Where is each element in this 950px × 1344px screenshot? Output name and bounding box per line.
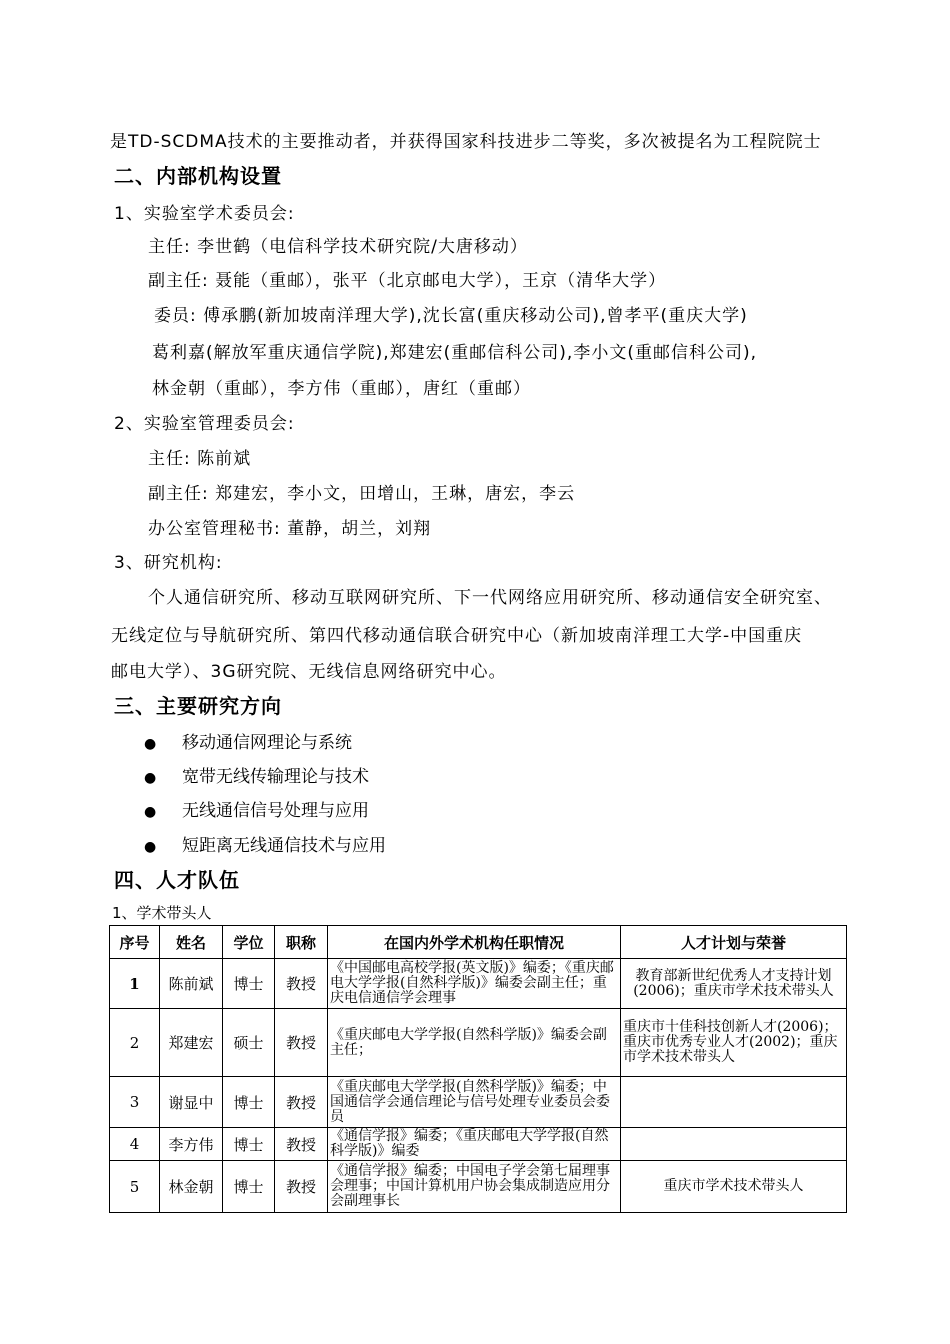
bullet-icon: ● — [144, 736, 157, 752]
intro-line: 是TD-SCDMA技术的主要推动者，并获得国家科技进步二等奖，多次被提名为工程院院士 — [110, 132, 822, 152]
institutes-line-1: 个人通信研究所、移动互联网研究所、下一代网络应用研究所、移动通信安全研究室、 — [148, 588, 832, 608]
cell-index: 2 — [110, 1009, 160, 1077]
col-header-honors: 人才计划与荣誉 — [621, 926, 847, 959]
bullet-icon: ● — [144, 839, 157, 855]
col-header-index: 序号 — [110, 926, 160, 959]
academic-chair: 主任: 李世鹤（电信科学技术研究院/大唐移动） — [148, 237, 528, 257]
table-row — [110, 959, 847, 1009]
cell-honors: 重庆市十佳科技创新人才(2006)；重庆市优秀专业人才(2002)；重庆市学术技术带头人 — [621, 1009, 847, 1077]
direction-item — [144, 796, 369, 821]
cell-name: 谢显中 — [160, 1077, 223, 1128]
cell-honors — [621, 1128, 847, 1161]
academic-members-3: 林金朝（重邮），李方伟（重邮），唐红（重邮） — [152, 379, 531, 399]
institutes-line-2: 无线定位与导航研究所、第四代移动通信联合研究中心（新加坡南洋理工大学-中国重庆 — [111, 626, 803, 646]
cell-name: 郑建宏 — [160, 1009, 223, 1077]
cell-degree: 博士 — [223, 1161, 275, 1213]
direction-item — [144, 762, 369, 787]
cell-title: 教授 — [275, 1077, 328, 1128]
cell-title: 教授 — [275, 959, 328, 1009]
table-row — [110, 1077, 847, 1128]
academic-leaders-label: 1、学术带头人 — [112, 904, 212, 922]
cell-degree: 博士 — [223, 959, 275, 1009]
academic-members-2: 葛利嘉(解放军重庆通信学院),郑建宏(重邮信科公司),李小文(重邮信科公司), — [152, 343, 758, 363]
management-committee-label: 2、实验室管理委员会: — [114, 414, 295, 434]
section2-heading: 二、内部机构设置 — [114, 164, 282, 188]
institutes-line-3: 邮电大学）、3G研究院、无线信息网络研究中心。 — [111, 662, 507, 682]
management-vice-chairs: 副主任: 郑建宏，李小文，田增山，王琳，唐宏，李云 — [148, 484, 576, 504]
section3-heading: 三、主要研究方向 — [114, 694, 282, 718]
direction-item — [144, 728, 352, 753]
cell-title: 教授 — [275, 1009, 328, 1077]
cell-positions: 《通信学报》编委；《重庆邮电大学学报(自然科学版)》编委 — [328, 1128, 621, 1161]
academic-committee-label: 1、实验室学术委员会: — [114, 204, 295, 224]
direction-text: 短距离无线通信技术与应用 — [182, 836, 386, 856]
table-row — [110, 1128, 847, 1161]
direction-text: 移动通信网理论与系统 — [182, 733, 352, 753]
cell-name: 李方伟 — [160, 1128, 223, 1161]
table-header-row — [110, 926, 847, 959]
table-row — [110, 1161, 847, 1213]
management-chair: 主任: 陈前斌 — [148, 449, 252, 469]
table-row — [110, 1009, 847, 1077]
cell-name: 林金朝 — [160, 1161, 223, 1213]
col-header-title: 职称 — [275, 926, 328, 959]
management-secretary: 办公室管理秘书: 董静，胡兰，刘翔 — [148, 519, 432, 539]
cell-index: 5 — [110, 1161, 160, 1213]
cell-positions: 《中国邮电高校学报(英文版)》编委；《重庆邮电大学学报(自然科学版)》编委会副主任；重庆电信通信学会理事 — [328, 959, 621, 1009]
cell-honors: 教育部新世纪优秀人才支持计划(2006)；重庆市学术技术带头人 — [621, 959, 847, 1009]
cell-degree: 博士 — [223, 1128, 275, 1161]
direction-text: 无线通信信号处理与应用 — [182, 801, 369, 821]
bullet-icon: ● — [144, 770, 157, 786]
col-header-positions: 在国内外学术机构任职情况 — [328, 926, 621, 959]
research-institutes-label: 3、研究机构: — [114, 553, 223, 573]
cell-positions: 《重庆邮电大学学报(自然科学版)》编委会副主任； — [328, 1009, 621, 1077]
cell-honors — [621, 1077, 847, 1128]
cell-positions: 《重庆邮电大学学报(自然科学版)》编委；中国通信学会通信理论与信号处理专业委员会委员 — [328, 1077, 621, 1128]
cell-index: 1 — [110, 959, 160, 1009]
section4-heading: 四、人才队伍 — [114, 868, 240, 892]
col-header-degree: 学位 — [223, 926, 275, 959]
cell-degree: 硕士 — [223, 1009, 275, 1077]
cell-index: 4 — [110, 1128, 160, 1161]
cell-positions: 《通信学报》编委；中国电子学会第七届理事会理事；中国计算机用户协会集成制造应用分会副理事长 — [328, 1161, 621, 1213]
direction-item — [144, 831, 386, 856]
direction-text: 宽带无线传输理论与技术 — [182, 767, 369, 787]
cell-title: 教授 — [275, 1161, 328, 1213]
cell-name: 陈前斌 — [160, 959, 223, 1009]
col-header-name: 姓名 — [160, 926, 223, 959]
academic-leaders-table — [109, 925, 847, 1213]
cell-index: 3 — [110, 1077, 160, 1128]
cell-degree: 博士 — [223, 1077, 275, 1128]
cell-title: 教授 — [275, 1128, 328, 1161]
bullet-icon: ● — [144, 804, 157, 820]
cell-honors: 重庆市学术技术带头人 — [621, 1161, 847, 1213]
academic-vice-chairs: 副主任: 聂能（重邮），张平（北京邮电大学），王京（清华大学） — [148, 271, 667, 291]
academic-members-1: 委员: 傅承鹏(新加坡南洋理大学),沈长富(重庆移动公司),曾孝平(重庆大学) — [154, 306, 748, 326]
